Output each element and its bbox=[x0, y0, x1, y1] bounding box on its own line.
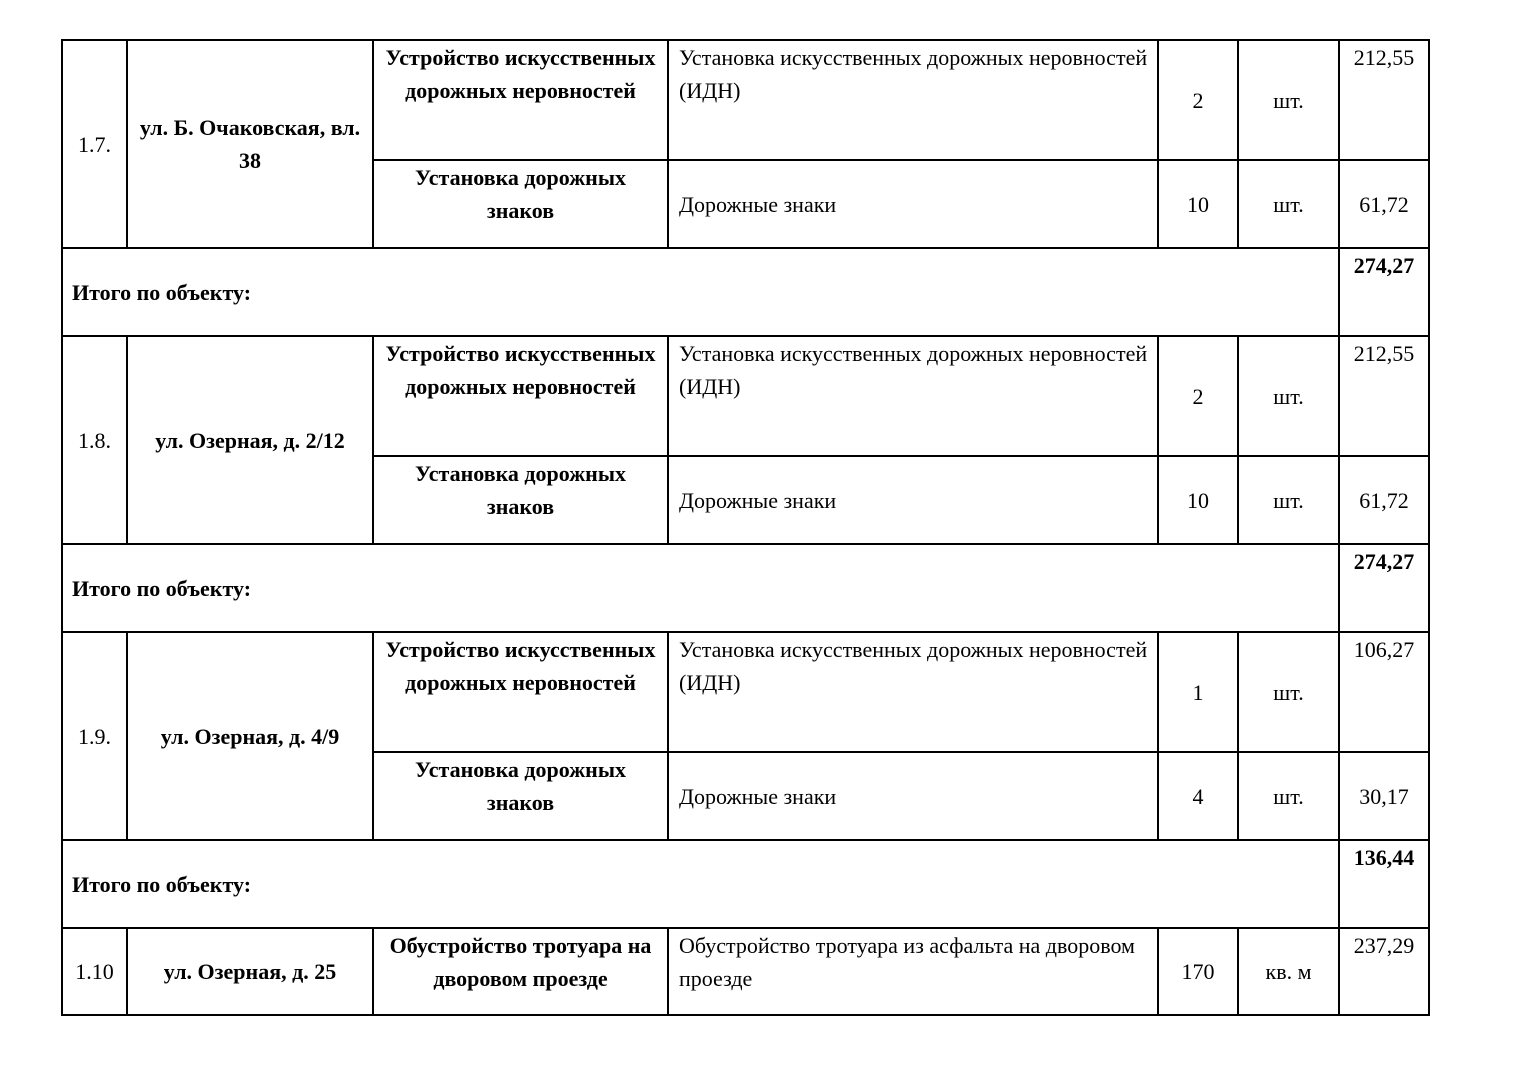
works-table bbox=[61, 39, 1430, 1016]
object-number: 1.10 bbox=[62, 928, 127, 1015]
quantity: 2 bbox=[1158, 336, 1238, 456]
object-address: ул. Озерная, д. 4/9 bbox=[127, 632, 373, 840]
unit: кв. м bbox=[1238, 928, 1339, 1015]
object-address: ул. Озерная, д. 25 bbox=[127, 928, 373, 1015]
quantity: 10 bbox=[1158, 456, 1238, 544]
total-row bbox=[62, 840, 1429, 928]
unit: шт. bbox=[1238, 752, 1339, 840]
table-row bbox=[62, 336, 1429, 456]
total-amount: 136,44 bbox=[1339, 840, 1429, 928]
quantity: 4 bbox=[1158, 752, 1238, 840]
work-type: Обустройство тротуара на дворовом проезде bbox=[373, 928, 668, 1015]
total-label: Итого по объекту: bbox=[62, 544, 1339, 632]
unit: шт. bbox=[1238, 336, 1339, 456]
amount: 212,55 bbox=[1339, 40, 1429, 160]
object-number: 1.9. bbox=[62, 632, 127, 840]
object-number: 1.7. bbox=[62, 40, 127, 248]
unit: шт. bbox=[1238, 632, 1339, 752]
quantity: 170 bbox=[1158, 928, 1238, 1015]
work-description: Обустройство тротуара из асфальта на дворовом проезде bbox=[668, 928, 1158, 1015]
table-row bbox=[62, 40, 1429, 160]
total-label: Итого по объекту: bbox=[62, 840, 1339, 928]
work-description: Установка искусственных дорожных неровностей (ИДН) bbox=[668, 40, 1158, 160]
amount: 61,72 bbox=[1339, 160, 1429, 248]
table-row bbox=[62, 632, 1429, 752]
work-type: Устройство искусственных дорожных неровностей bbox=[373, 40, 668, 160]
work-description: Дорожные знаки bbox=[668, 456, 1158, 544]
quantity: 10 bbox=[1158, 160, 1238, 248]
work-description: Установка искусственных дорожных неровностей (ИДН) bbox=[668, 336, 1158, 456]
quantity: 2 bbox=[1158, 40, 1238, 160]
total-row bbox=[62, 248, 1429, 336]
object-address: ул. Озерная, д. 2/12 bbox=[127, 336, 373, 544]
table-row bbox=[62, 928, 1429, 1015]
work-type: Устройство искусственных дорожных неровностей bbox=[373, 336, 668, 456]
amount: 30,17 bbox=[1339, 752, 1429, 840]
total-amount: 274,27 bbox=[1339, 544, 1429, 632]
unit: шт. bbox=[1238, 40, 1339, 160]
unit: шт. bbox=[1238, 160, 1339, 248]
work-description: Дорожные знаки bbox=[668, 160, 1158, 248]
work-type: Установка дорожных знаков bbox=[373, 456, 668, 544]
work-type: Устройство искусственных дорожных неровностей bbox=[373, 632, 668, 752]
work-type: Установка дорожных знаков bbox=[373, 752, 668, 840]
object-address: ул. Б. Очаковская, вл. 38 bbox=[127, 40, 373, 248]
work-description: Установка искусственных дорожных неровностей (ИДН) bbox=[668, 632, 1158, 752]
object-number: 1.8. bbox=[62, 336, 127, 544]
quantity: 1 bbox=[1158, 632, 1238, 752]
total-row bbox=[62, 544, 1429, 632]
amount: 106,27 bbox=[1339, 632, 1429, 752]
amount: 237,29 bbox=[1339, 928, 1429, 1015]
total-amount: 274,27 bbox=[1339, 248, 1429, 336]
unit: шт. bbox=[1238, 456, 1339, 544]
work-type: Установка дорожных знаков bbox=[373, 160, 668, 248]
amount: 61,72 bbox=[1339, 456, 1429, 544]
amount: 212,55 bbox=[1339, 336, 1429, 456]
work-description: Дорожные знаки bbox=[668, 752, 1158, 840]
total-label: Итого по объекту: bbox=[62, 248, 1339, 336]
